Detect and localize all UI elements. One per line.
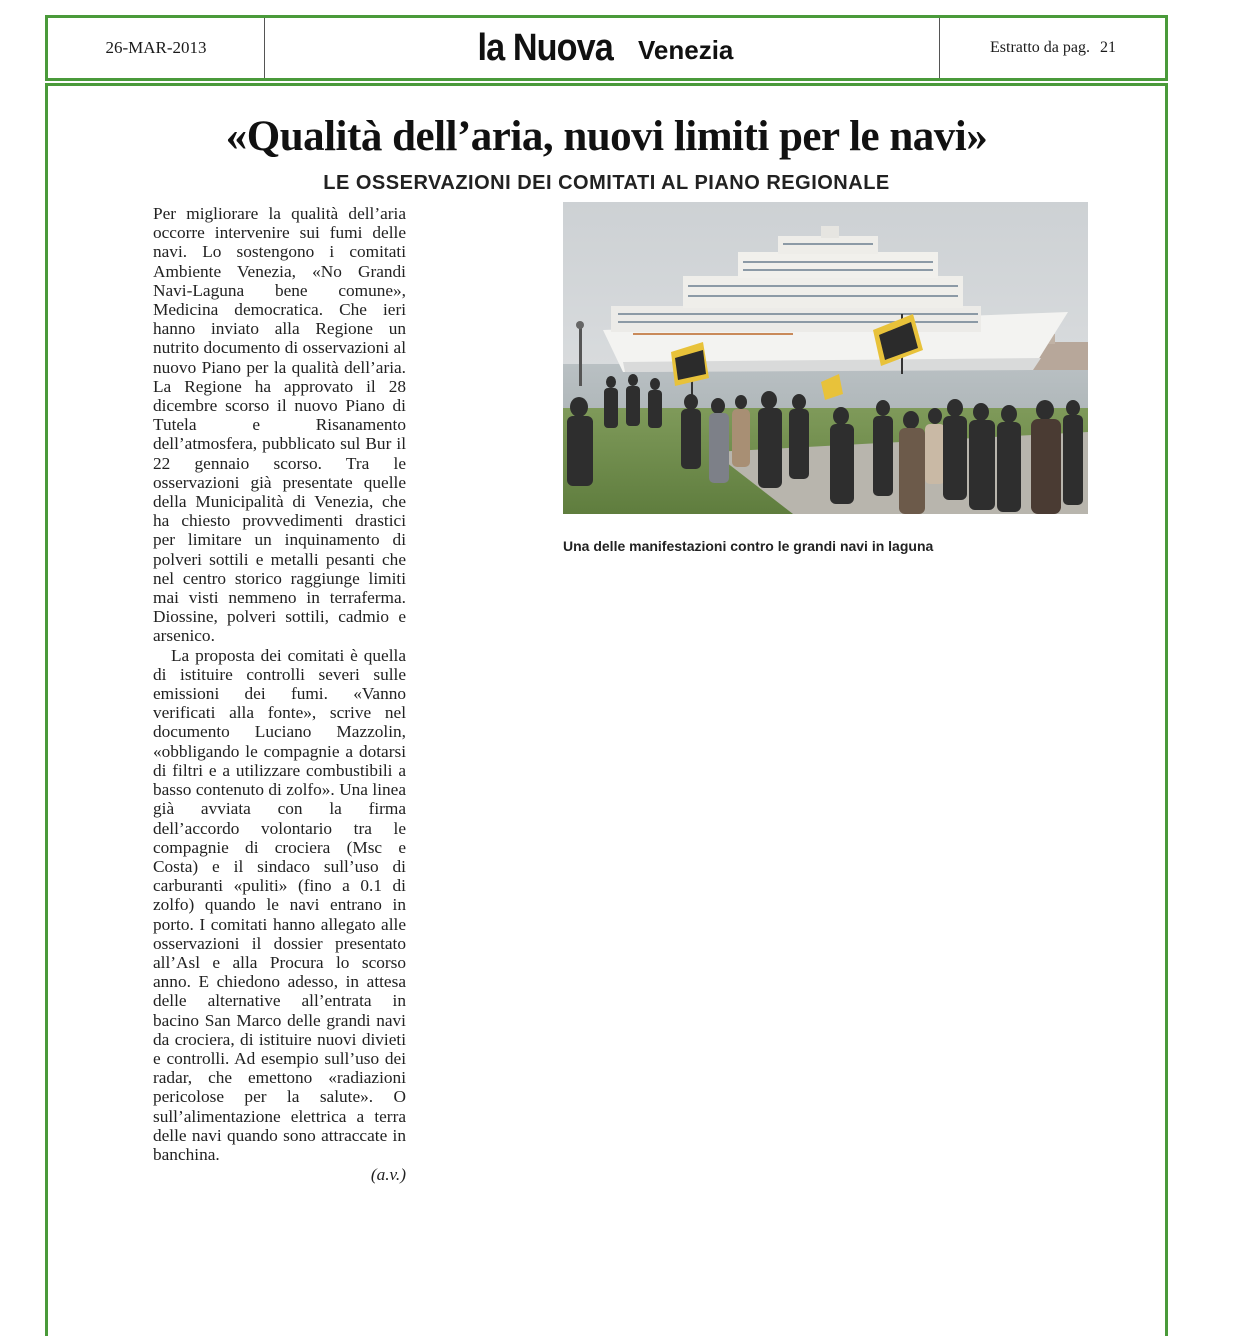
cruise-ship-protest-image	[563, 202, 1088, 514]
masthead	[265, 18, 938, 78]
publication-date: 26-MAR-2013	[48, 18, 265, 78]
header-frame	[45, 15, 1168, 81]
page-number: 21	[1099, 39, 1116, 56]
photo-caption: Una delle manifestazioni contro le grandi navi in laguna	[563, 538, 934, 554]
page-label: Estratto da pag.	[990, 39, 1090, 56]
subheadline: LE OSSERVAZIONI DEI COMITATI AL PIANO REGIONALE	[323, 172, 890, 194]
masthead-edition: Venezia	[637, 34, 734, 65]
page-reference	[939, 18, 1166, 78]
article-frame	[45, 83, 1168, 1336]
article-body	[153, 204, 406, 1184]
masthead-title: la Nuova	[477, 26, 613, 69]
article-paragraph-1: Per migliorare la qualità dell’aria occorre intervenire sui fumi delle navi. Lo sostengono i comitati Ambiente Venezia, «No Grandi Navi-Laguna bene comune», Medicina democratica. Che ieri hanno inviato alla Regione un nutrito documento di osservazioni al nuovo Piano per la qualità dell’aria. La Regione ha approvato il 28 dicembre scorso il nuovo Piano di Tutela e Risanamento dell’atmosfera, pubblicato sul Bur il 22 gennaio scorso. Tra le osservazioni già presentate quelle della Municipalità di Venezia, che ha chiesto provvedimenti drastici per limitare un inquinamento di polveri sottili e metalli pesanti che nel centro storico raggiunge limiti mai visti nemmeno in terraferma. Diossine, polveri sottili, cadmio e arsenico.	[153, 204, 406, 646]
headline: «Qualità dell’aria, nuovi limiti per le navi»	[225, 113, 988, 160]
news-photo	[563, 202, 1088, 514]
article-paragraph-2: La proposta dei comitati è quella di istituire controlli severi sulle emissioni dei fumi. «Vanno verificati alla fonte», scrive nel documento Luciano Mazzolin, «obbligando le compagnie a dotarsi di filtri e a utilizzare combustibili a basso contenuto di zolfo». Una linea già avviata con la firma dell’accordo volontario tra le compagnie di crociera (Msc e Costa) e il sindaco sull’uso di carburanti «puliti» (fino a 0.1 di zolfo) quando le navi entrano in porto. I comitati hanno allegato alle osservazioni il dossier presentato all’Asl e alla Procura lo scorso anno. E chiedono adesso, in attesa delle alternative all’entrata in bacino San Marco delle grandi navi da crociera, di istituire nuovi divieti e controlli. Ad esempio sull’uso dei radar, che emettono «radiazioni pericolose per la salute». O sull’alimentazione elettrica a terra delle navi quando sono attraccate in banchina.	[153, 645, 406, 1164]
author-signature: (a.v.)	[370, 1165, 406, 1185]
